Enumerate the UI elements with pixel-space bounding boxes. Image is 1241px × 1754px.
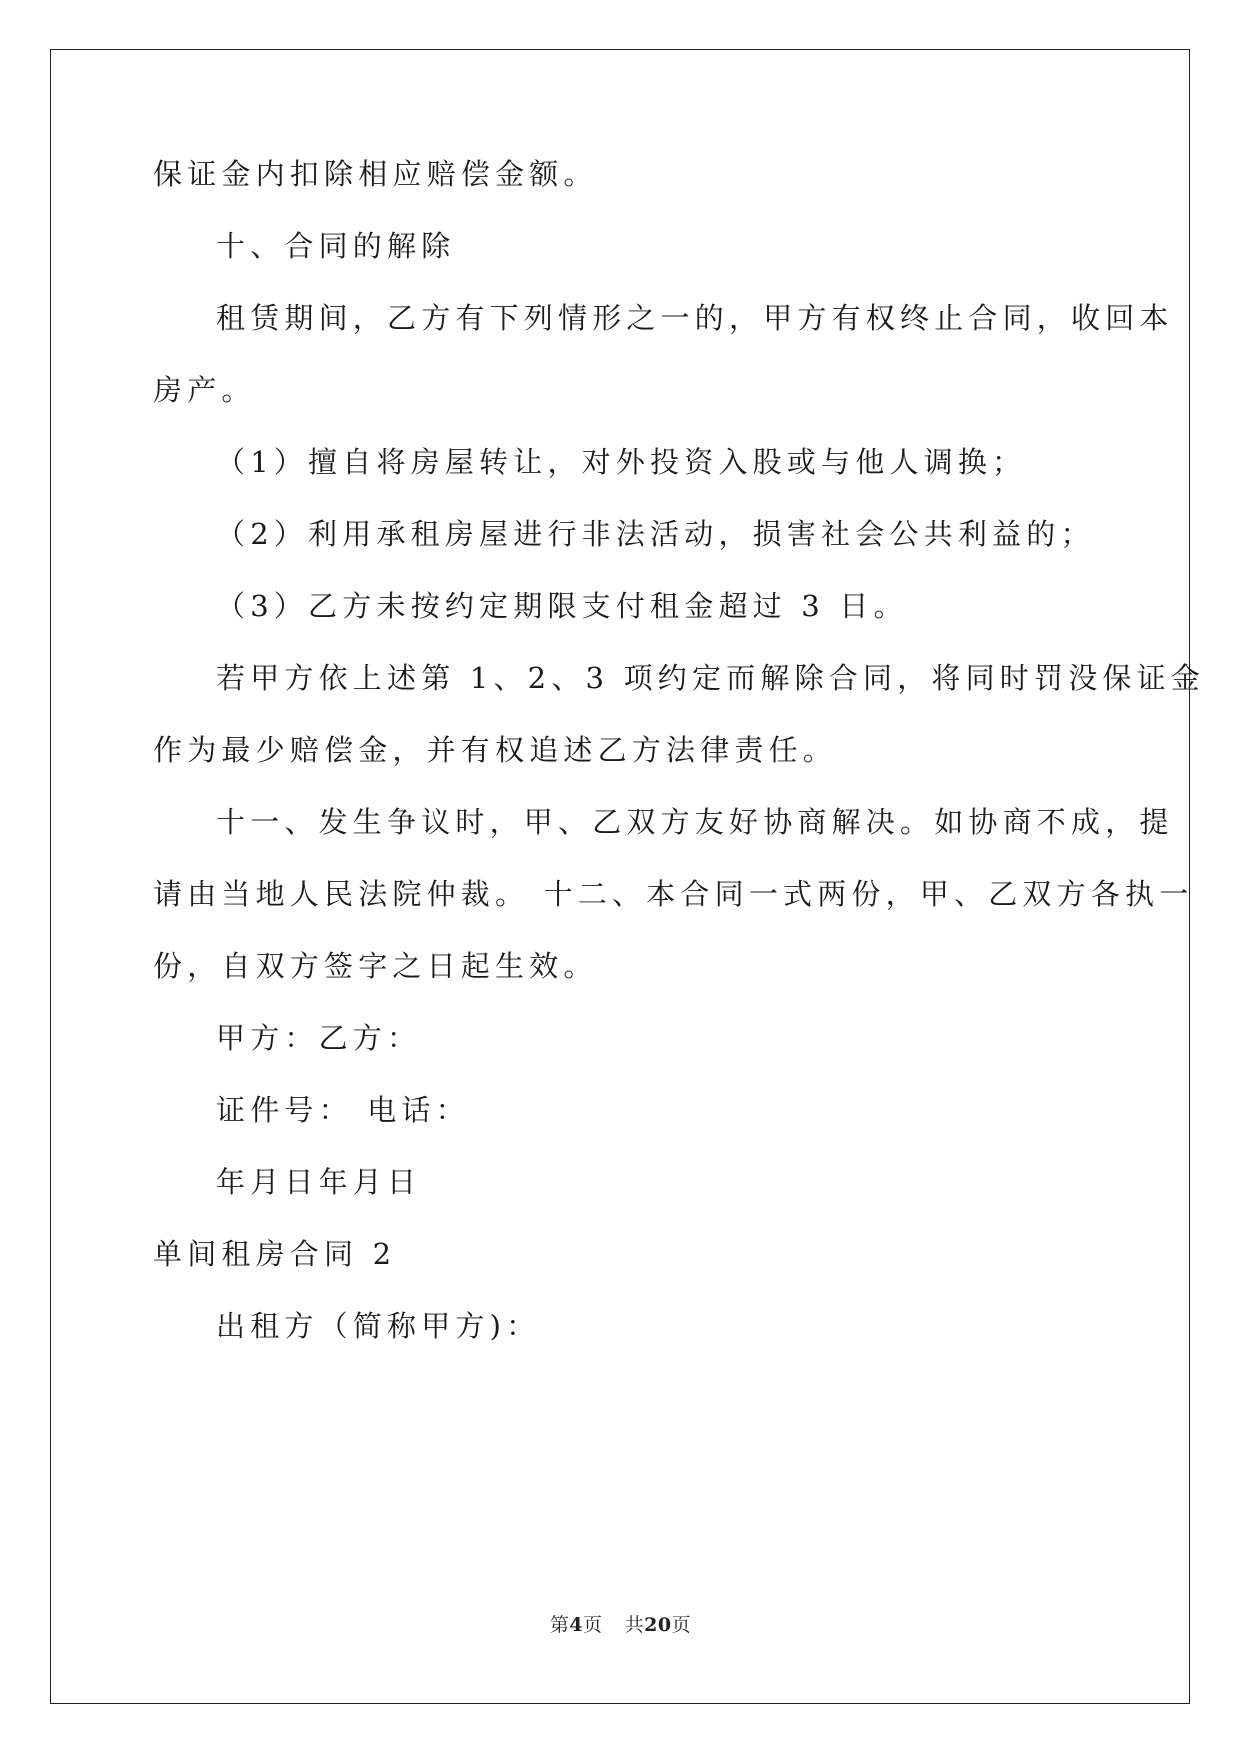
signature-id-phone: 证件号： 电话： — [216, 1093, 470, 1127]
total-pages: 20 — [644, 1614, 672, 1636]
page-number: 4 — [569, 1614, 584, 1636]
page-prefix: 第 — [549, 1614, 570, 1636]
lessor-label: 出租方（简称甲方)： — [216, 1309, 541, 1343]
contract-title: 单间租房合同 2 — [153, 1237, 397, 1271]
signature-parties: 甲方：乙方： — [216, 1021, 422, 1055]
signature-dates: 年月日年月日 — [216, 1165, 422, 1199]
page-footer — [0, 1610, 1241, 1637]
section-heading-11: 十一、发生争议时，甲、乙双方友好协商解决。如协商不成，提 — [216, 805, 1174, 839]
text-line-1: 保证金内扣除相应赔偿金额。 — [153, 157, 598, 191]
text-line-11: 请由当地人民法院仲裁。 十二、本合同一式两份，甲、乙双方各执一 — [153, 877, 1194, 911]
total-suffix: 页 — [671, 1614, 692, 1636]
text-line-12: 份，自双方签字之日起生效。 — [153, 949, 598, 983]
text-line-3: 租赁期间，乙方有下列情形之一的，甲方有权终止合同，收回本 — [216, 301, 1174, 335]
section-heading-10: 十、合同的解除 — [216, 229, 456, 263]
list-item-3: （3）乙方未按约定期限支付租金超过 3 日。 — [216, 589, 908, 623]
list-item-1: （1）擅自将房屋转让，对外投资入股或与他人调换； — [216, 445, 1027, 479]
total-prefix: 共 — [624, 1614, 645, 1636]
text-line-8: 若甲方依上述第 1、2、3 项约定而解除合同，将同时罚没保证金 — [216, 661, 1205, 695]
text-line-4: 房产。 — [153, 373, 256, 407]
text-line-9: 作为最少赔偿金，并有权追述乙方法律责任。 — [153, 733, 838, 767]
list-item-2: （2）利用承租房屋进行非法活动，损害社会公共利益的； — [216, 517, 1095, 551]
page-suffix: 页 — [583, 1614, 603, 1636]
